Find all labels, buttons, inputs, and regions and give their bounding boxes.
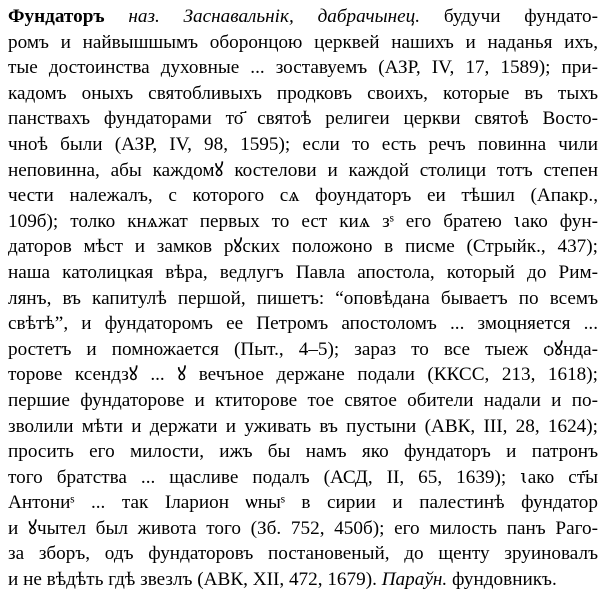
entry-text: и не вѣдѣть гдѣ звезлъ (АВК, XII, 472, 1679). (8, 569, 382, 591)
grammar-note: наз. Заснавальнік, дабрачынец. (128, 6, 421, 27)
entry-line-1 (8, 4, 598, 30)
entry-line-17: зволили мѣти и держати и уживать въ пустыни (АВК, III, 28, 1624); (8, 415, 598, 437)
paraun-value: фундовникъ. (447, 569, 557, 591)
entry-line-12: лянъ, въ капитулѣ першой, пишетъ: “оповѣдана бываетъ по всемъ (8, 287, 598, 309)
entry-line-23 (8, 567, 598, 593)
entry-line-18: просить его милости, ижъ бы намъ яко фундаторъ и патронъ (8, 441, 598, 463)
entry-line-19: того братства ... щасливе подалъ (АСД, II, 65, 1639); ꙇако ст҃ы (8, 466, 598, 488)
entry-line-4: кадомъ оныхъ святобливыхъ продковъ своихъ, которые въ тыхъ (8, 82, 598, 104)
entry-line-16: першие фундаторове и ктиторове тое святое обители надали и по- (8, 389, 598, 411)
entry-line-10: даторов мѣст и замков рꙋских положоно в писме (Стрыйк., 437); (8, 236, 598, 258)
entry-line-13: свѣтѣ”, и фундаторомъ ее Петромъ апостоломъ ... змоцняется ... (8, 313, 598, 335)
entry-line-5: панствахъ фундаторами то҃ святоѣ религеи церкви святоѣ Восто- (8, 108, 598, 130)
entry-line-22: за зборъ, одъ фундаторовъ постановеный, до щенту зруиновалъ (8, 543, 598, 565)
paraun-label: Параўн. (381, 569, 448, 591)
entry-text: будучи фундато- (420, 6, 599, 27)
headword: Фундаторъ (8, 6, 105, 27)
dictionary-entry (8, 4, 598, 593)
entry-line-7: неповинна, абы каждомꙋ костелови и каждой столици тотъ степен (8, 159, 598, 181)
entry-line-15: торове ксендзꙋ ... ꙋ вечъное держане подали (ККСС, 213, 1618); (8, 364, 598, 386)
entry-line-21: и ꙋчытел был живота того (Зб. 752, 450б); его милость панъ Раго- (8, 517, 598, 539)
entry-line-11: наша католицкая вѣра, ведлугъ Павла апостола, который до Рим- (8, 261, 598, 283)
entry-line-8: чести належалъ, с которого сѧ фоундаторъ еи тѣшил (Апакр., (8, 185, 598, 207)
entry-line-3: тые достоинства духовные ... зоставуемъ (АЗР, IV, 17, 1589); при- (8, 57, 598, 79)
entry-line-6: чноѣ были (АЗР, IV, 98, 1595); если то есть речъ повинна чили (8, 133, 598, 155)
entry-line-20: Антониˢ ... так Іларион ѡныˢ в сирии и палестинѣ фундатор (8, 492, 598, 514)
entry-line-14: ростетъ и помножается (Пыт., 4–5); зараз то все тыеж ѻꙋнда- (8, 338, 598, 360)
entry-line-2: ромъ и найвышшымъ оборонцою церквей нашихъ и наданья ихъ, (8, 31, 598, 53)
entry-line-9: 109б); толко кнѧжат первых то ест киѧ зˢ его братею ꙇако фун- (8, 210, 598, 232)
